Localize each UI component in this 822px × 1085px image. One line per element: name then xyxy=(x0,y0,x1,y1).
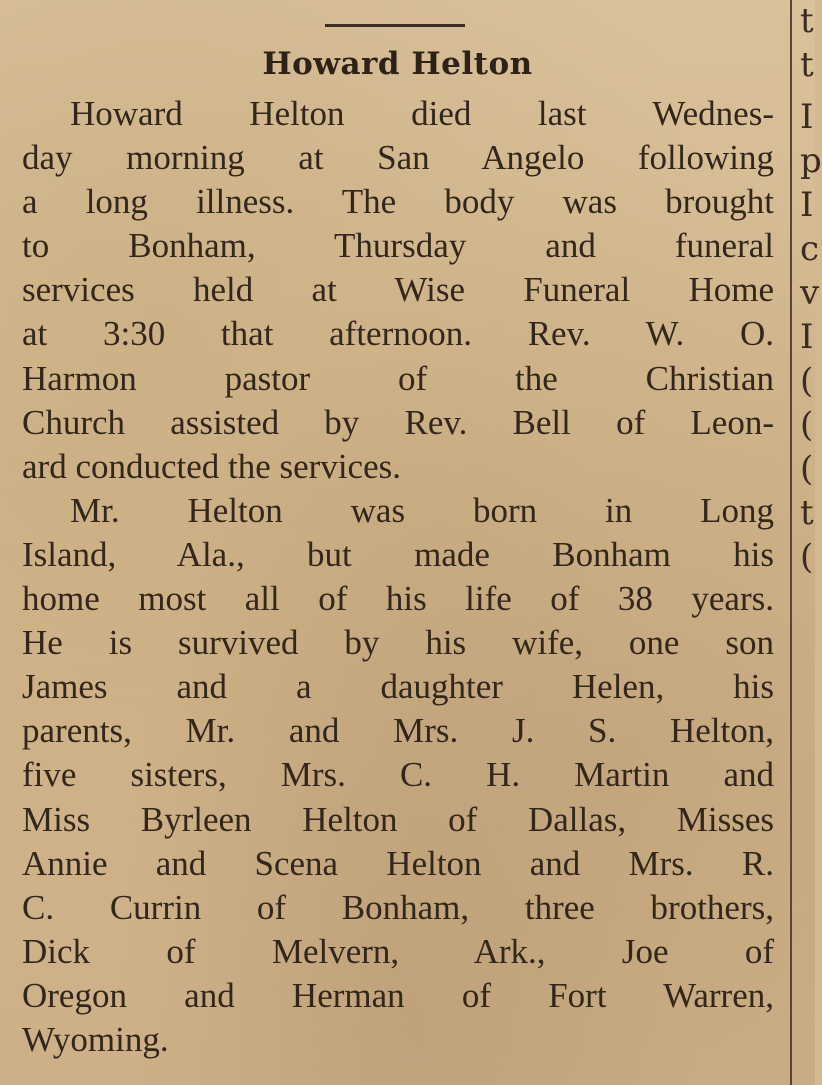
text-line: Wyoming. xyxy=(22,1019,169,1059)
fragment: t xyxy=(800,45,814,85)
fragment: ( xyxy=(800,405,814,445)
text-line: Dick of Melvern, Ark., Joe of xyxy=(22,931,774,971)
text-line: a long illness. The body was brought xyxy=(22,182,774,222)
text-line: Annie and Scena Helton and Mrs. R. xyxy=(22,843,774,883)
text-line: C. Currin of Bonham, three brothers, xyxy=(22,887,774,927)
column-divider xyxy=(790,0,792,1085)
fragment: t xyxy=(800,493,814,533)
article-body xyxy=(22,92,774,1062)
fragment: ( xyxy=(800,361,814,401)
text-line: Miss Byrleen Helton of Dallas, Misses xyxy=(22,799,774,839)
article-headline: Howard Helton xyxy=(262,46,533,82)
fragment: I xyxy=(800,97,814,137)
fragment: v xyxy=(800,273,820,313)
fragment: I xyxy=(800,317,814,357)
fragment: ( xyxy=(800,537,814,577)
fragment: ( xyxy=(800,449,814,489)
fragment: t xyxy=(800,1,814,41)
text-line: to Bonham, Thursday and funeral xyxy=(22,226,774,266)
text-line: Oregon and Herman of Fort Warren, xyxy=(22,975,774,1015)
text-line: Church assisted by Rev. Bell of Leon- xyxy=(22,402,774,442)
text-line: ard conducted the services. xyxy=(22,446,402,486)
text-line: home most all of his life of 38 years. xyxy=(22,579,774,619)
text-line: Island, Ala., but made Bonham his xyxy=(22,534,774,574)
text-line: at 3:30 that afternoon. Rev. W. O. xyxy=(22,314,774,354)
text-line: Harmon pastor of the Christian xyxy=(22,358,774,398)
text-line: parents, Mr. and Mrs. J. S. Helton, xyxy=(22,711,774,751)
paragraph-1 xyxy=(22,92,774,489)
text-line: James and a daughter Helen, his xyxy=(22,667,774,707)
text-line: day morning at San Angelo following xyxy=(22,138,774,178)
text-line: services held at Wise Funeral Home xyxy=(22,270,774,310)
fragment: c xyxy=(800,229,820,269)
paragraph-2 xyxy=(22,489,774,1062)
adjacent-column-fragments xyxy=(800,0,822,1085)
text-line: five sisters, Mrs. C. H. Martin and xyxy=(22,755,774,795)
fragment: p xyxy=(800,141,822,181)
text-line: Mr. Helton was born in Long xyxy=(70,490,774,530)
top-rule-divider xyxy=(325,24,465,27)
text-line: He is survived by his wife, one son xyxy=(22,623,774,663)
fragment: I xyxy=(800,185,814,225)
text-line: Howard Helton died last Wednes- xyxy=(70,94,774,133)
